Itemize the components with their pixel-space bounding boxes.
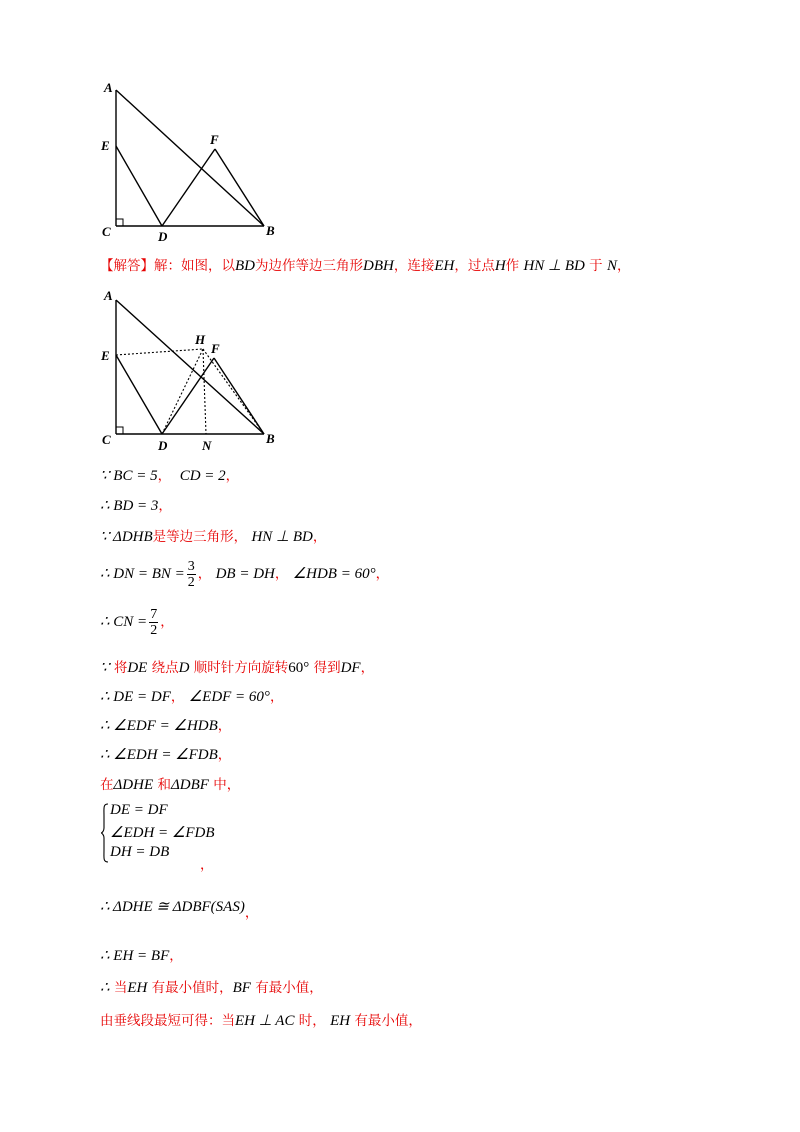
intro-math-hn: HN ⊥ BD	[523, 258, 585, 274]
line6-text-3: 顺时针方向旋转	[193, 660, 289, 676]
line3-text: 是等边三角形，	[152, 529, 248, 545]
line6-because: ∵	[100, 660, 110, 676]
line6-math-df: DF	[340, 660, 361, 676]
solution-line-4	[100, 556, 389, 592]
line14-text-1: 由垂线段最短可得：当	[100, 1013, 235, 1029]
line10-text-3: 中，	[213, 777, 241, 793]
solution-line-6	[100, 659, 374, 677]
line5-sep: ，	[160, 614, 174, 630]
figure-1	[96, 76, 296, 246]
line11-math: ∴ ΔDHE ≅ ΔDBF(SAS)	[100, 899, 245, 915]
line6-sep: ，	[360, 660, 375, 676]
line14-text-3: 有最小值，	[354, 1013, 422, 1029]
system-row-1: DE = DF	[110, 802, 168, 818]
intro-text-2: 为边作等边三角形	[255, 258, 363, 274]
line4-math-c: DB = DH	[215, 566, 275, 582]
solution-line-12	[100, 947, 183, 965]
line9-math: ∴ ∠EDH = ∠FDB	[100, 747, 218, 763]
solution-line-3	[100, 528, 326, 546]
line14-math-perp: EH ⊥ AC	[235, 1013, 295, 1029]
line3-sep: ，	[312, 529, 327, 545]
line4-math-a: ∴ DN = BN =	[100, 566, 185, 582]
line7-math-c: ∠EDF = 60°	[188, 689, 270, 705]
line1-math-c: CD = 2	[179, 468, 226, 484]
intro-text-3: ，连接	[393, 258, 435, 274]
label-e: E	[101, 138, 110, 153]
fraction-numerator: 7	[150, 607, 158, 622]
label-d: D	[158, 229, 168, 244]
solution-line-13	[100, 979, 323, 997]
intro-math-dbh: DBH	[363, 258, 394, 274]
line6-math-60: 60°	[288, 660, 310, 676]
intro-math-n: N	[606, 258, 617, 274]
line13-text-1: 当	[113, 980, 128, 996]
label-h: H	[195, 332, 206, 347]
line13-text-3: 有最小值，	[255, 980, 323, 996]
system-row-2: ∠EDH = ∠FDB	[110, 825, 215, 841]
line9-sep: ，	[217, 747, 232, 763]
line2-math: ∴ BD = 3	[100, 498, 159, 514]
line11-sep: ，	[244, 905, 259, 921]
label-a: A	[104, 288, 113, 303]
line4-sep-1: ，	[197, 566, 212, 582]
line10-text-1: 在	[100, 777, 114, 793]
solution-line-8	[100, 717, 231, 735]
geometry-diagram-2	[96, 284, 296, 456]
label-c: C	[102, 224, 111, 239]
line5-math-a: ∴ CN =	[100, 614, 148, 630]
intro-math-bd: BD	[235, 258, 255, 274]
line6-text-2: 绕点	[151, 660, 179, 676]
intro-text-4: ，过点	[454, 258, 495, 274]
solution-line-5	[100, 604, 174, 640]
line3-math-a: ∵ ΔDHB	[100, 529, 153, 545]
line1-math-a: ∵ BC = 5	[100, 468, 158, 484]
line7-math-a: ∴ DE = DF	[100, 689, 171, 705]
fraction-seven-halves	[149, 607, 158, 638]
line7-sep-2: ，	[269, 689, 284, 705]
line10-math-dhe: ΔDHE	[113, 777, 154, 793]
line6-text-1: 将	[113, 660, 128, 676]
congruence-system	[100, 802, 230, 864]
line6-math-de: DE	[127, 660, 148, 676]
label-f: F	[211, 341, 220, 356]
line1-sep-2: ，	[225, 468, 240, 484]
figure-2	[96, 284, 296, 456]
line4-sep-2: ，	[274, 566, 289, 582]
line13-text-2: 有最小值时，	[151, 980, 233, 996]
line4-math-e: ∠HDB = 60°	[292, 566, 376, 582]
solution-line-11	[100, 898, 259, 921]
answer-tag: 【解答】	[100, 258, 154, 274]
line1-sep-1: ，	[157, 468, 172, 484]
line6-text-4: 得到	[313, 660, 341, 676]
label-b: B	[266, 431, 275, 446]
fraction-denominator: 2	[150, 623, 158, 638]
line13-therefore: ∴	[100, 980, 110, 996]
fraction-numerator: 3	[187, 559, 195, 574]
solution-line-14	[100, 1012, 422, 1030]
line2-sep: ，	[158, 498, 172, 514]
line12-math: ∴ EH = BF	[100, 948, 170, 964]
intro-text-1: 解：如图，以	[154, 258, 235, 274]
intro-math-eh: EH	[434, 258, 455, 274]
label-e: E	[101, 348, 110, 363]
system-comma: ，	[200, 857, 214, 873]
intro-text-6: 于	[589, 258, 603, 274]
solution-line-7	[100, 688, 283, 706]
solution-line-10	[100, 776, 240, 794]
line7-sep-1: ，	[170, 689, 185, 705]
intro-math-h: H	[494, 258, 506, 274]
geometry-diagram-1	[96, 76, 296, 246]
fraction-three-halves	[187, 559, 196, 590]
line4-sep-3: ，	[375, 566, 390, 582]
line13-math-eh: EH	[127, 980, 148, 996]
intro-text-5: 作	[505, 258, 520, 274]
line10-math-dbf: ΔDBF	[170, 777, 209, 793]
label-b: B	[266, 223, 275, 238]
line12-sep: ，	[169, 948, 183, 964]
solution-line-1	[100, 467, 239, 485]
solution-intro	[100, 257, 630, 275]
label-a: A	[104, 80, 113, 95]
label-c: C	[102, 432, 111, 447]
line8-sep: ，	[217, 718, 232, 734]
system-row-3: DH = DB	[110, 844, 170, 860]
line8-math: ∴ ∠EDF = ∠HDB	[100, 718, 218, 734]
label-n: N	[202, 438, 212, 453]
fraction-denominator: 2	[187, 575, 195, 590]
solution-line-2	[100, 497, 172, 515]
label-d: D	[158, 438, 168, 453]
line13-math-bf: BF	[232, 980, 251, 996]
left-brace-icon	[100, 802, 110, 864]
line10-text-2: 和	[157, 777, 171, 793]
label-f: F	[210, 132, 219, 147]
line14-text-2: 时，	[298, 1013, 326, 1029]
solution-line-9	[100, 746, 231, 764]
line14-math-eh: EH	[330, 1013, 351, 1029]
line6-math-d: D	[178, 660, 190, 676]
line3-math-c: HN ⊥ BD	[251, 529, 313, 545]
intro-text-7: ，	[616, 258, 631, 274]
